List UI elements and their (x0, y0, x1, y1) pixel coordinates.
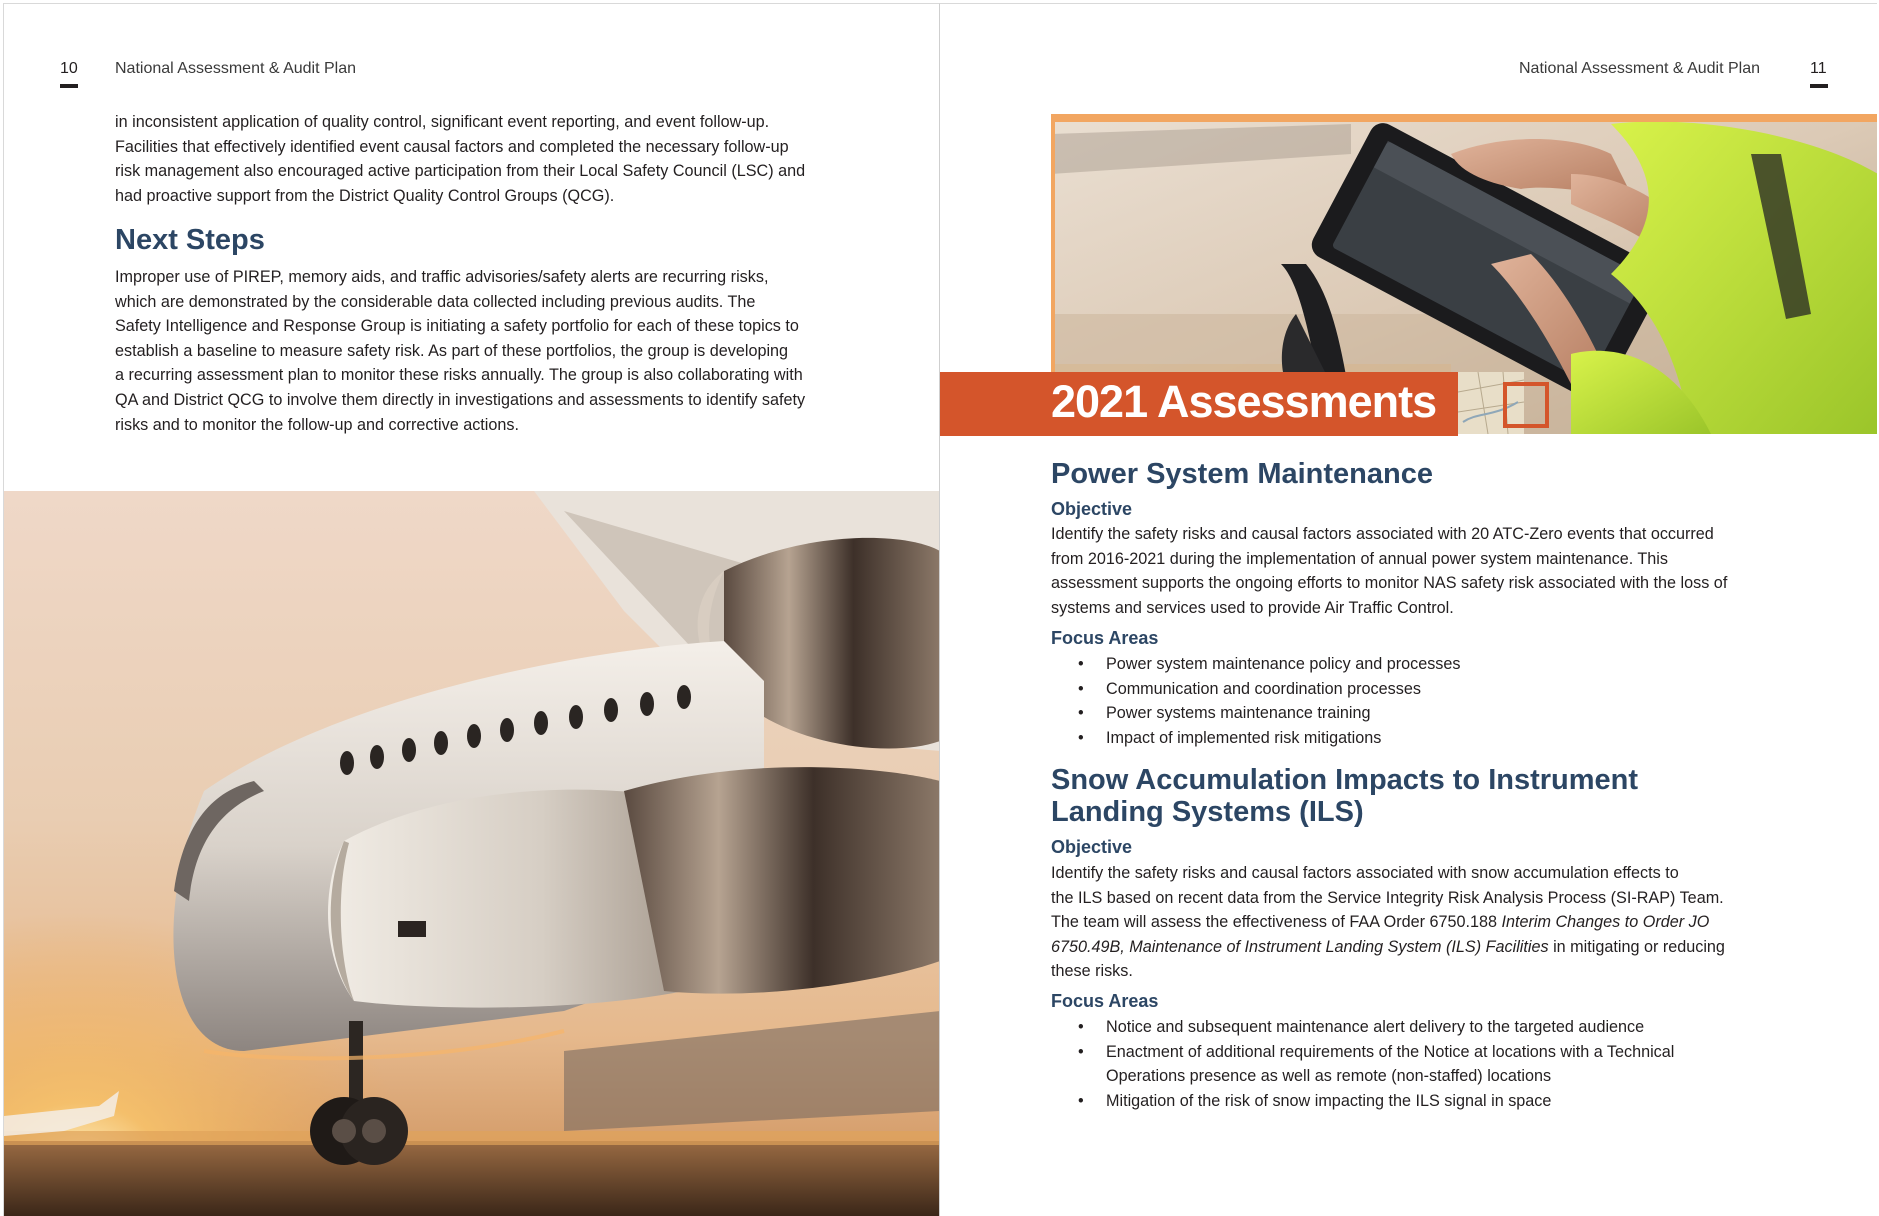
paragraph-line: which are demonstrated by the considerable data collected including previous audits. The (115, 292, 756, 311)
photo-left-border (1051, 114, 1055, 372)
paragraph-line: Identify the safety risks and causal factors associated with snow accumulation effects to (1051, 864, 1679, 882)
order-title-italic: Interim Changes to Order JO (1501, 913, 1710, 932)
text-run: in mitigating or reducing (1548, 937, 1725, 956)
paragraph-line: had proactive support from the District Quality Control Groups (QCG). (115, 186, 615, 205)
right-page (939, 3, 1877, 1216)
paragraph-line: a recurring assessment plan to monitor these risks annually. The group is also collaborating with (115, 366, 803, 385)
list-item: • Impact of implemented risk mitigations (1051, 726, 1461, 751)
page-number: 11 (1810, 60, 1827, 77)
list-item-line: Operations presence as well as remote (non-staffed) locations (1106, 1067, 1552, 1086)
paragraph-line: Improper use of PIREP, memory aids, and traffic advisories/safety alerts are recurring risks, (115, 268, 769, 286)
list-item: • Power system maintenance policy and processes (1051, 652, 1461, 677)
map-highlight-frame (1503, 382, 1549, 428)
next-steps-heading: Next Steps (115, 224, 265, 256)
section-title-line: Landing Systems (ILS) (1051, 796, 1364, 828)
photo-top-border (1051, 114, 1877, 122)
order-title-italic: 6750.49B, Maintenance of Instrument Landing System (ILS) Facilities (1051, 937, 1549, 956)
paragraph-line: Identify the safety risks and causal factors associated with 20 ATC-Zero events that occurred (1051, 525, 1714, 543)
paragraph-line: the ILS based on recent data from the Service Integrity Risk Analysis Process (SI-RAP) Team. (1051, 888, 1724, 907)
paragraph-line: from 2016-2021 during the implementation of annual power system maintenance. This (1051, 549, 1668, 568)
paragraph-line (1051, 935, 1725, 960)
section-title: Power System Maintenance (1051, 458, 1433, 490)
paragraph-line: risks and to monitor the follow-up and corrective actions. (115, 415, 519, 434)
running-head: National Assessment & Audit Plan (115, 60, 357, 77)
paragraph-line: risk management also encouraged active participation from their Local Safety Council (LSC) and (115, 162, 806, 181)
paragraph-line: QA and District QCG to involve them directly in investigations and assessments to identify safety (115, 390, 806, 409)
paragraph-line: systems and services used to provide Air Traffic Control. (1051, 598, 1454, 617)
paragraph-line: in inconsistent application of quality control, significant event reporting, and event follow-up. (115, 113, 770, 131)
section-title-line: Snow Accumulation Impacts to Instrument (1051, 764, 1639, 796)
list-item: • Power systems maintenance training (1051, 701, 1461, 726)
focus-areas-heading: Focus Areas (1051, 991, 1159, 1011)
airplane-photo (4, 491, 939, 1216)
objective-paragraph (1051, 522, 1727, 620)
intro-paragraph (115, 110, 805, 208)
text-run: The team will assess the effectiveness of FAA Order 6750.188 (1051, 913, 1502, 932)
focus-areas-list (1051, 652, 1461, 750)
page-number-underline (60, 84, 78, 88)
objective-heading: Objective (1051, 837, 1133, 857)
paragraph-line: assessment supports the ongoing efforts to monitor NAS safety risk associated with the loss of (1051, 574, 1728, 593)
objective-heading: Objective (1051, 499, 1133, 519)
paragraph-line: establish a baseline to measure safety risk. As part of these portfolios, the group is developing (115, 341, 789, 360)
section-title (1051, 764, 1638, 828)
banner-title: 2021 Assessments (1051, 376, 1437, 427)
list-item-line: Enactment of additional requirements of the Notice at locations with a Technical (1106, 1042, 1675, 1061)
list-item (1051, 1040, 1674, 1089)
focus-areas-heading: Focus Areas (1051, 628, 1159, 648)
left-page (3, 3, 939, 1216)
page-number-underline (1810, 84, 1828, 88)
list-item: • Notice and subsequent maintenance alert delivery to the targeted audience (1051, 1015, 1674, 1040)
focus-areas-list (1051, 1015, 1674, 1113)
next-steps-paragraph (115, 265, 805, 437)
paragraph-line (1051, 910, 1725, 935)
page-number: 10 (60, 60, 78, 77)
paragraph-line: Safety Intelligence and Response Group is initiating a safety portfolio for each of these topics to (115, 317, 799, 336)
running-head: National Assessment & Audit Plan (1519, 60, 1761, 77)
paragraph-line: Facilities that effectively identified event causal factors and completed the necessary follow-up (115, 137, 789, 156)
list-item: • Communication and coordination processes (1051, 677, 1461, 702)
objective-paragraph (1051, 861, 1725, 984)
list-item: • Mitigation of the risk of snow impacting the ILS signal in space (1051, 1089, 1674, 1114)
paragraph-line: these risks. (1051, 962, 1133, 981)
